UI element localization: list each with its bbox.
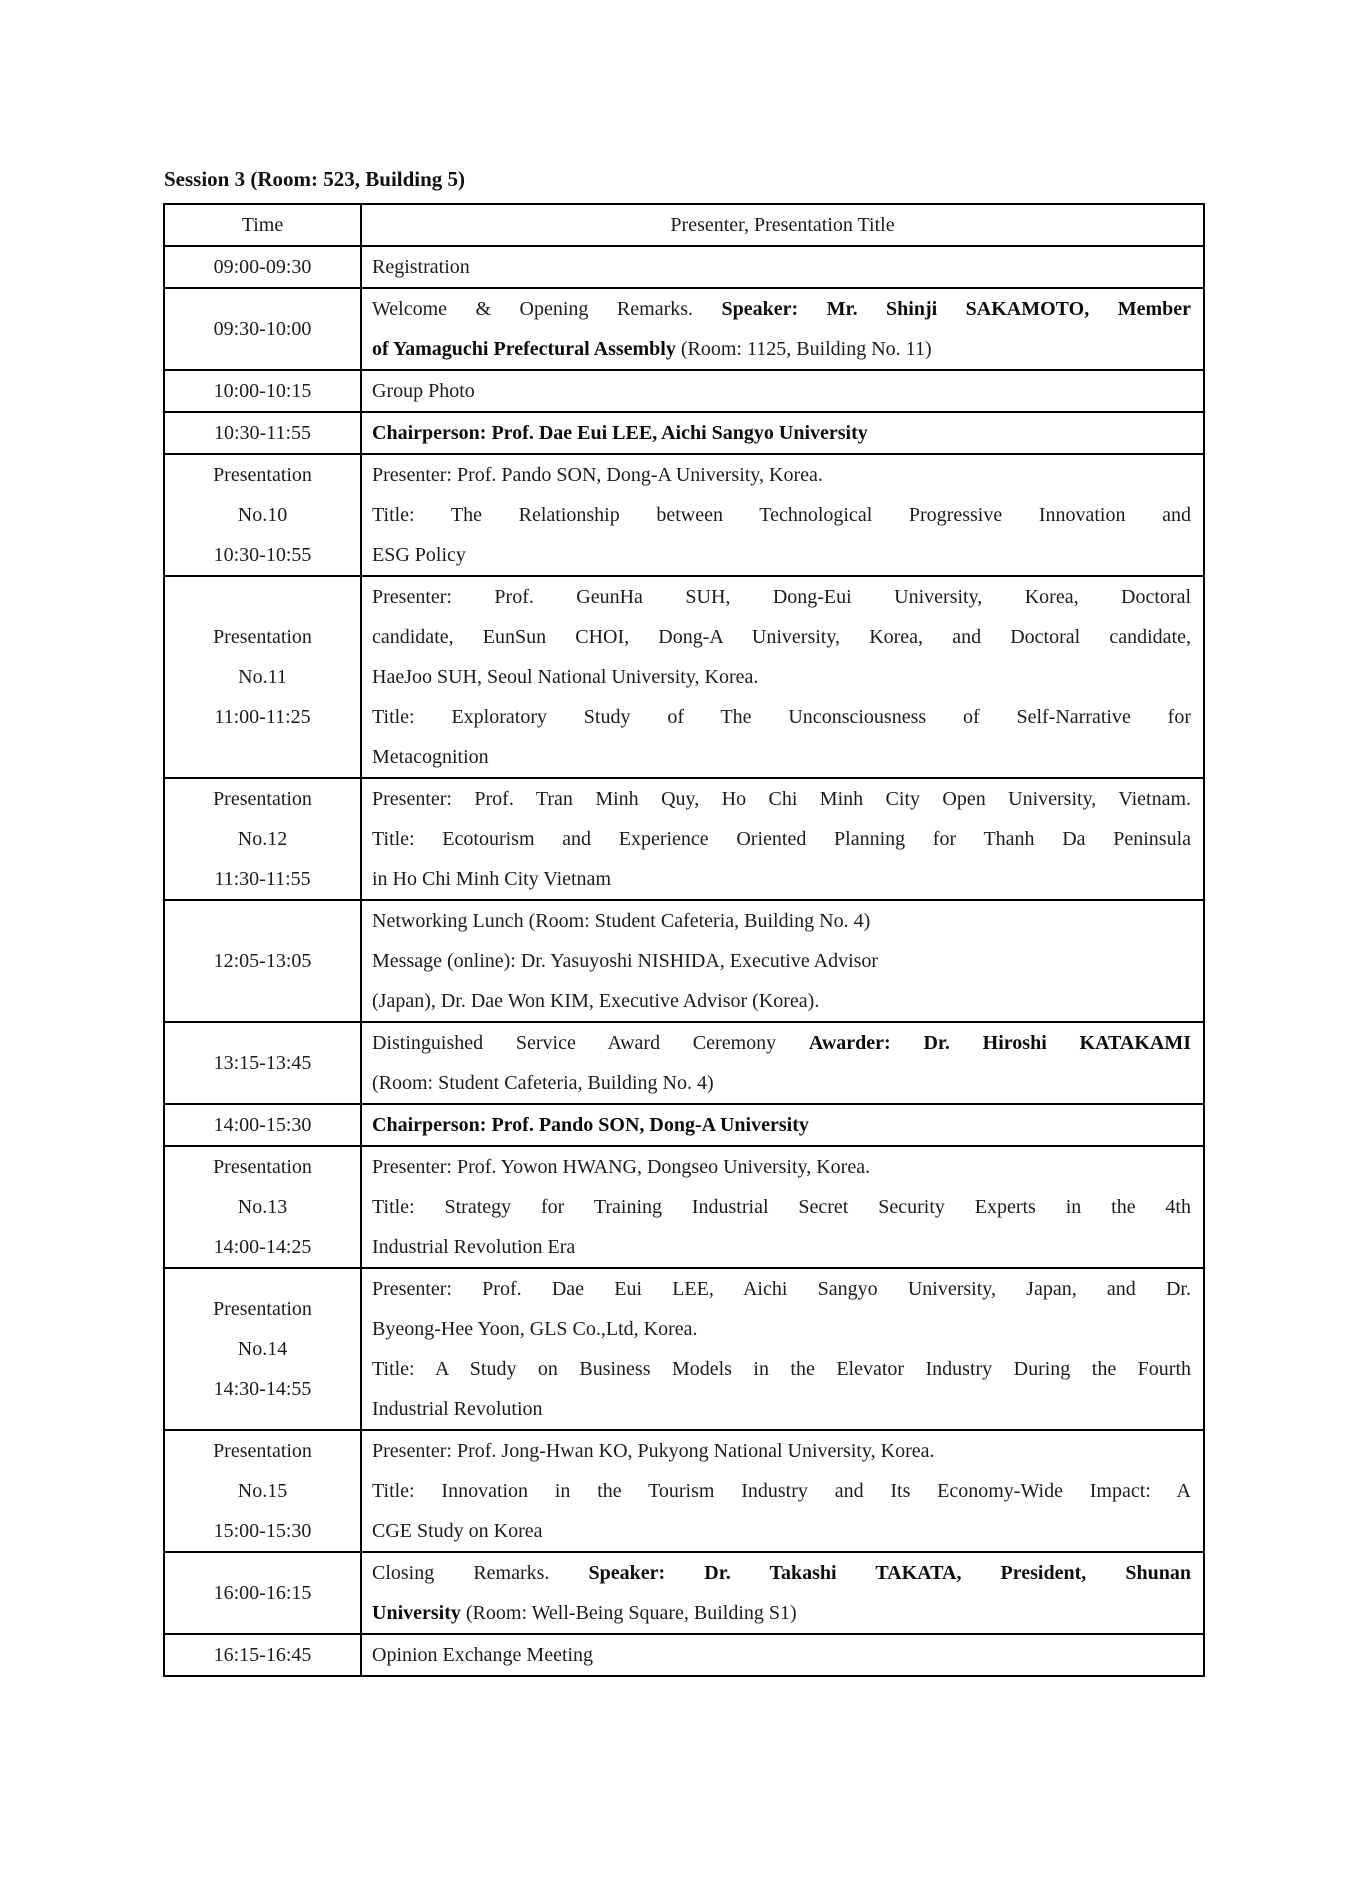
content-line xyxy=(372,1063,1191,1103)
text-segment: Speaker: Mr. Shinji SAKAMOTO, Member xyxy=(721,298,1191,320)
time-text: 11:00-11:25 xyxy=(214,706,311,728)
text-segment: Presenter: Prof. GeunHa SUH, Dong-Eui University, Korea, Doctoral xyxy=(372,586,1191,608)
text-segment: Metacognition xyxy=(372,746,489,768)
content-cell xyxy=(361,900,1204,1022)
time-text: Presentation xyxy=(213,1440,312,1462)
time-cell xyxy=(164,246,361,288)
time-text: Presentation xyxy=(213,464,312,486)
time-text: Presentation xyxy=(213,626,312,648)
content-line xyxy=(372,1147,1191,1187)
text-segment: Networking Lunch (Room: Student Cafeteria, Building No. 4) xyxy=(372,910,871,932)
content-line xyxy=(372,981,1191,1021)
text-segment: Presenter: Prof. Tran Minh Quy, Ho Chi Minh City Open University, Vietnam. xyxy=(372,788,1191,810)
time-text: 11:30-11:55 xyxy=(214,868,311,890)
schedule-row xyxy=(164,1552,1204,1634)
time-text: 12:05-13:05 xyxy=(213,950,312,972)
content-line xyxy=(372,737,1191,777)
text-segment: Industrial Revolution xyxy=(372,1398,543,1420)
text-segment: Chairperson: Prof. Pando SON, Dong-A University xyxy=(372,1114,809,1136)
text-segment: candidate, EunSun CHOI, Dong-A University, Korea, and Doctoral candidate, xyxy=(372,626,1191,648)
text-segment: Presenter: Prof. Jong-Hwan KO, Pukyong National University, Korea. xyxy=(372,1440,935,1462)
time-text: No.11 xyxy=(238,666,287,688)
time-cell xyxy=(164,1104,361,1146)
time-cell xyxy=(164,454,361,576)
text-segment: Closing Remarks. xyxy=(372,1562,589,1584)
text-segment: Title: The Relationship between Technological Progressive Innovation and xyxy=(372,504,1191,526)
text-segment: of Yamaguchi Prefectural Assembly xyxy=(372,338,676,360)
text-segment: Welcome & Opening Remarks. xyxy=(372,298,722,320)
time-text: 13:15-13:45 xyxy=(213,1052,312,1074)
text-segment: (Room: Well-Being Square, Building S1) xyxy=(460,1602,797,1624)
text-segment: Speaker: Dr. Takashi TAKATA, President, Shunan xyxy=(588,1562,1191,1584)
text-segment: Distinguished Service Award Ceremony xyxy=(372,1032,809,1054)
content-line xyxy=(372,1227,1191,1267)
time-text: Presentation xyxy=(213,1156,312,1178)
content-cell xyxy=(361,1146,1204,1268)
content-cell xyxy=(361,1104,1204,1146)
time-text: 14:00-14:25 xyxy=(213,1236,312,1258)
time-text: No.10 xyxy=(237,504,288,526)
schedule-table xyxy=(163,203,1205,1677)
schedule-row xyxy=(164,370,1204,412)
time-text: 09:00-09:30 xyxy=(213,256,312,278)
text-segment: Presenter: Prof. Dae Eui LEE, Aichi Sangyo University, Japan, and Dr. xyxy=(372,1278,1191,1300)
content-cell xyxy=(361,1430,1204,1552)
time-text: 14:00-15:30 xyxy=(213,1114,312,1136)
text-segment: Registration xyxy=(372,256,470,278)
text-segment: Title: Ecotourism and Experience Oriented Planning for Thanh Da Peninsula xyxy=(372,828,1191,850)
content-cell xyxy=(361,370,1204,412)
content-line xyxy=(372,1635,1191,1675)
content-cell xyxy=(361,778,1204,900)
content-line xyxy=(372,941,1191,981)
content-line xyxy=(372,329,1191,369)
content-cell xyxy=(361,246,1204,288)
content-cell xyxy=(361,576,1204,778)
schedule-row xyxy=(164,1146,1204,1268)
schedule-row xyxy=(164,576,1204,778)
time-cell xyxy=(164,412,361,454)
text-segment: Presenter: Prof. Yowon HWANG, Dongseo University, Korea. xyxy=(372,1156,871,1178)
content-cell xyxy=(361,1552,1204,1634)
schedule-row xyxy=(164,1634,1204,1676)
content-line xyxy=(372,697,1191,737)
content-line xyxy=(372,1269,1191,1309)
content-cell xyxy=(361,412,1204,454)
time-text: 14:30-14:55 xyxy=(213,1378,312,1400)
time-cell xyxy=(164,1146,361,1268)
time-cell xyxy=(164,778,361,900)
time-cell xyxy=(164,1022,361,1104)
time-cell xyxy=(164,1268,361,1430)
time-cell xyxy=(164,576,361,778)
time-text: 10:30-11:55 xyxy=(213,422,312,444)
text-segment: ESG Policy xyxy=(372,544,466,566)
content-line xyxy=(372,657,1191,697)
content-line xyxy=(372,455,1191,495)
content-line xyxy=(372,819,1191,859)
schedule-row xyxy=(164,246,1204,288)
content-line xyxy=(372,535,1191,575)
time-text: 16:00-16:15 xyxy=(213,1582,312,1604)
text-segment: Awarder: Dr. Hiroshi KATAKAMI xyxy=(808,1032,1191,1054)
content-line xyxy=(372,371,1191,411)
content-line xyxy=(372,1593,1191,1633)
schedule-row xyxy=(164,900,1204,1022)
content-cell xyxy=(361,1634,1204,1676)
time-cell xyxy=(164,1634,361,1676)
content-cell xyxy=(361,1268,1204,1430)
text-segment: Opinion Exchange Meeting xyxy=(372,1644,594,1666)
content-line xyxy=(372,247,1191,287)
text-segment: Chairperson: Prof. Dae Eui LEE, Aichi Sangyo University xyxy=(372,422,868,444)
schedule-body xyxy=(164,246,1204,1676)
content-cell xyxy=(361,454,1204,576)
text-segment: Byeong-Hee Yoon, GLS Co.,Ltd, Korea. xyxy=(372,1318,698,1340)
content-line xyxy=(372,1553,1191,1593)
text-segment: University xyxy=(372,1602,461,1624)
time-cell xyxy=(164,1430,361,1552)
schedule-row xyxy=(164,1430,1204,1552)
text-segment: (Room: Student Cafeteria, Building No. 4) xyxy=(372,1072,714,1094)
time-text: 09:30-10:00 xyxy=(213,318,312,340)
header-row xyxy=(164,204,1204,246)
content-line xyxy=(372,1471,1191,1511)
text-segment: (Room: 1125, Building No. 11) xyxy=(675,338,932,360)
schedule-row xyxy=(164,1104,1204,1146)
time-text: No.15 xyxy=(237,1480,288,1502)
text-segment: Message (online): Dr. Yasuyoshi NISHIDA, Executive Advisor xyxy=(372,950,879,972)
schedule-row xyxy=(164,1268,1204,1430)
text-segment: Title: Exploratory Study of The Unconsciousness of Self-Narrative for xyxy=(372,706,1191,728)
document-content xyxy=(163,168,1205,1677)
time-text: No.12 xyxy=(237,828,288,850)
text-segment: Title: A Study on Business Models in the Elevator Industry During the Fourth xyxy=(372,1358,1191,1380)
text-segment: Title: Innovation in the Tourism Industry and Its Economy-Wide Impact: A xyxy=(372,1480,1191,1502)
content-line xyxy=(372,779,1191,819)
schedule-row xyxy=(164,778,1204,900)
content-line xyxy=(372,617,1191,657)
schedule-row xyxy=(164,412,1204,454)
schedule-row xyxy=(164,288,1204,370)
time-cell xyxy=(164,1552,361,1634)
content-line xyxy=(372,1349,1191,1389)
content-line xyxy=(372,901,1191,941)
time-column-header: Time xyxy=(164,204,361,246)
content-line xyxy=(372,1511,1191,1551)
content-line xyxy=(372,1105,1191,1145)
content-cell xyxy=(361,1022,1204,1104)
text-segment: Title: Strategy for Training Industrial Secret Security Experts in the 4th xyxy=(372,1196,1191,1218)
text-segment: in Ho Chi Minh City Vietnam xyxy=(372,868,611,890)
content-line xyxy=(372,495,1191,535)
content-line xyxy=(372,289,1191,329)
time-cell xyxy=(164,288,361,370)
content-line xyxy=(372,1309,1191,1349)
time-text: 16:15-16:45 xyxy=(213,1644,312,1666)
time-text: 15:00-15:30 xyxy=(213,1520,312,1542)
text-segment: Group Photo xyxy=(372,380,475,402)
content-line xyxy=(372,1389,1191,1429)
content-line xyxy=(372,413,1191,453)
time-text: Presentation xyxy=(213,788,312,810)
text-segment: Presenter: Prof. Pando SON, Dong-A University, Korea. xyxy=(372,464,823,486)
content-line xyxy=(372,577,1191,617)
time-text: Presentation xyxy=(213,1298,312,1320)
content-line xyxy=(372,1187,1191,1227)
text-segment: CGE Study on Korea xyxy=(372,1520,543,1542)
text-segment: (Japan), Dr. Dae Won KIM, Executive Advisor (Korea). xyxy=(372,990,820,1012)
time-text: No.14 xyxy=(237,1338,288,1360)
time-cell xyxy=(164,900,361,1022)
time-text: 10:30-10:55 xyxy=(213,544,312,566)
content-line xyxy=(372,1431,1191,1471)
session-heading: Session 3 (Room: 523, Building 5) xyxy=(164,167,466,191)
text-segment: HaeJoo SUH, Seoul National University, Korea. xyxy=(372,666,759,688)
schedule-row xyxy=(164,454,1204,576)
time-text: 10:00-10:15 xyxy=(213,380,312,402)
text-segment: Industrial Revolution Era xyxy=(372,1236,576,1258)
presenter-column-header: Presenter, Presentation Title xyxy=(361,204,1204,246)
time-text: No.13 xyxy=(237,1196,288,1218)
time-cell xyxy=(164,370,361,412)
content-line xyxy=(372,1023,1191,1063)
content-line xyxy=(372,859,1191,899)
content-cell xyxy=(361,288,1204,370)
schedule-row xyxy=(164,1022,1204,1104)
